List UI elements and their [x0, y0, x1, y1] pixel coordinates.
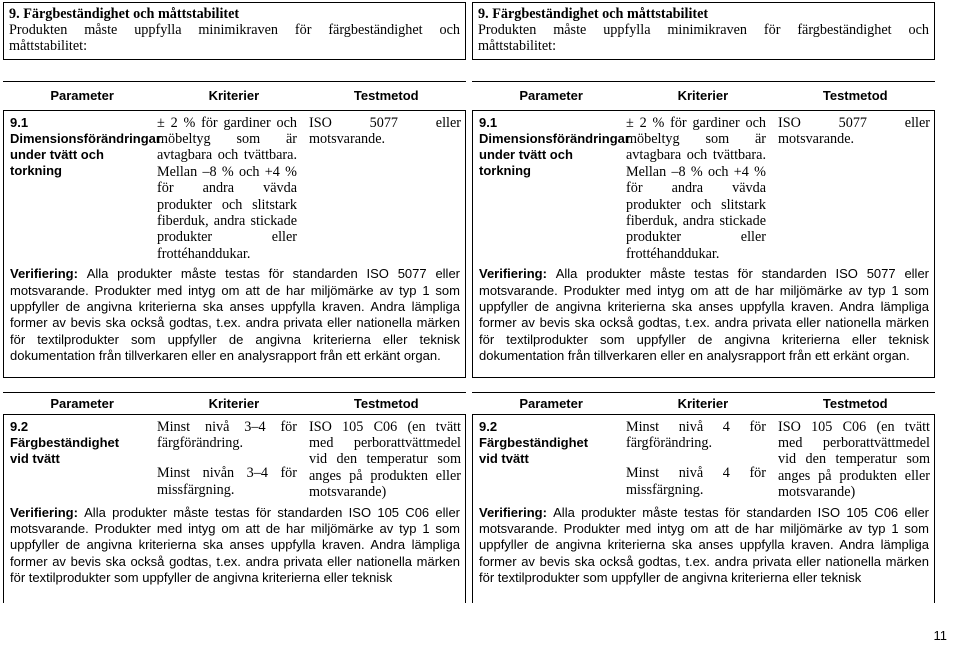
method-cell: ISO 105 C06 (en tvätt med perborattvättmedel vid den temperatur som anges på produkten eller motsvarande): [309, 418, 461, 501]
header-criteria: Kriterier: [208, 88, 260, 104]
criteria-staining: Minst nivå 4 för missfärgning.: [626, 465, 766, 498]
left-column: [3, 2, 466, 603]
verification-label: Verifiering:: [10, 504, 78, 520]
verification-text: Alla produkter måste testas för standarden ISO 5077 eller motsvarande. Produkter med intyg om att de har miljömärke av typ 1 som uppfyller de angivna kriterierna ska anses uppfylla kraven. Andra lämpliga former av bevis ska också godtas, t.ex. andra privata eller nationella märken för textilprodukter som uppfyller de angivna kriterierna eller teknisk dokumentation från tillverkaren eller en analysrapport från ett erkänt organ.: [479, 266, 930, 364]
header-method: Testmetod: [822, 88, 888, 104]
section-9-2: [3, 415, 466, 603]
verification-label: Verifiering:: [479, 266, 547, 282]
header-method: Testmetod: [353, 395, 419, 411]
table-header: [472, 392, 935, 415]
verification-label: Verifiering:: [479, 504, 547, 520]
verification-block: [473, 501, 934, 591]
verification-block: [4, 262, 465, 368]
page-number: 11: [933, 628, 947, 643]
table-row: [473, 111, 934, 263]
criteria-staining: Minst nivån 3–4 för missfärgning.: [157, 465, 297, 498]
verification-text: Alla produkter måste testas för standarden ISO 105 C06 eller motsvarande. Produkter med intyg om att de har miljömärke av typ 1 som uppfyller de angivna kriterierna ska anses uppfylla kraven. Andra lämpliga former av bevis ska också godtas, t.ex. andra privata eller nationella märken för textilprodukter som uppfyller de angivna kriterierna eller teknisk: [10, 504, 460, 586]
header-parameter: Parameter: [519, 395, 583, 411]
header-criteria: Kriterier: [677, 395, 729, 411]
verification-text: Alla produkter måste testas för standarden ISO 105 C06 eller motsvarande. Produkter med intyg om att de har miljömärke av typ 1 som uppfyller de angivna kriterierna ska anses uppfylla kraven. Andra lämpliga former av bevis ska också godtas, t.ex. andra privata eller nationella märken för textilprodukter som uppfyller de angivna kriterierna eller teknisk: [479, 504, 929, 586]
method-cell: ISO 5077 eller motsvarande.: [309, 114, 461, 148]
table-header: [3, 392, 466, 415]
verification-block: [473, 262, 934, 368]
section-heading: [3, 2, 466, 60]
header-criteria: Kriterier: [208, 395, 260, 411]
heading-title: 9. Färgbeständighet och måttstabilitet: [9, 6, 240, 22]
header-method: Testmetod: [822, 395, 888, 411]
table-row: [473, 415, 934, 501]
section-9-2: [472, 415, 935, 603]
heading-description: Produkten måste uppfylla minimikraven för färgbeständighet och måttstabilitet:: [9, 22, 460, 55]
criteria-cell: ± 2 % för gardiner och möbeltyg som är avtagbara och tvättbara. Mellan –8 % och +4 % för andra vävda produkter och slitstark fiberduk, andra stickade produkter eller frottéhanddukar.: [626, 114, 766, 262]
verification-label: Verifiering:: [10, 266, 78, 282]
section-9-1: [3, 111, 466, 378]
section-9-1: [472, 111, 935, 378]
header-method: Testmetod: [353, 88, 419, 104]
parameter-cell: 9.2 Färgbeständighet vid tvätt: [10, 418, 120, 466]
method-cell: ISO 105 C06 (en tvätt med perborattvättmedel vid den temperatur som anges på produkten eller motsvarande): [778, 418, 930, 501]
verification-text: Alla produkter måste testas för standarden ISO 5077 eller motsvarande. Produkter med intyg om att de har miljömärke av typ 1 som uppfyller de angivna kriterierna ska anses uppfylla kraven. Andra lämpliga former av bevis ska också godtas, t.ex. andra privata eller nationella märken för textilprodukter som uppfyller de angivna kriterierna eller teknisk dokumentation från tillverkaren eller en analysrapport från ett erkänt organ.: [10, 266, 461, 364]
criteria-cell: [141, 415, 301, 501]
heading-description: Produkten måste uppfylla minimikraven för färgbeständighet och måttstabilitet:: [478, 22, 929, 55]
table-row: [4, 111, 465, 263]
table-row: [4, 415, 465, 501]
header-parameter: Parameter: [50, 88, 114, 104]
table-header: [472, 81, 935, 111]
parameter-cell: 9.2 Färgbeständighet vid tvätt: [479, 418, 589, 466]
table-header: [3, 81, 466, 111]
method-cell: ISO 5077 eller motsvarande.: [778, 114, 930, 148]
right-column: [472, 2, 935, 603]
header-parameter: Parameter: [519, 88, 583, 104]
criteria-cell: [610, 415, 770, 501]
header-criteria: Kriterier: [677, 88, 729, 104]
verification-block: [4, 501, 465, 591]
criteria-color-change: Minst nivå 3–4 för färgförändring.: [157, 418, 297, 452]
criteria-cell: ± 2 % för gardiner och möbeltyg som är avtagbara och tvättbara. Mellan –8 % och +4 % för andra vävda produkter och slitstark fiberduk, andra stickade produkter eller frottéhanddukar.: [157, 114, 297, 262]
heading-title: 9. Färgbeständighet och måttstabilitet: [478, 6, 709, 22]
criteria-color-change: Minst nivå 4 för färgförändring.: [626, 418, 766, 452]
section-heading: [472, 2, 935, 60]
header-parameter: Parameter: [50, 395, 114, 411]
parameter-cell: 9.1 Dimensionsförändringar under tvätt och torkning: [10, 114, 161, 178]
parameter-cell: 9.1 Dimensionsförändringar under tvätt och torkning: [479, 114, 630, 178]
